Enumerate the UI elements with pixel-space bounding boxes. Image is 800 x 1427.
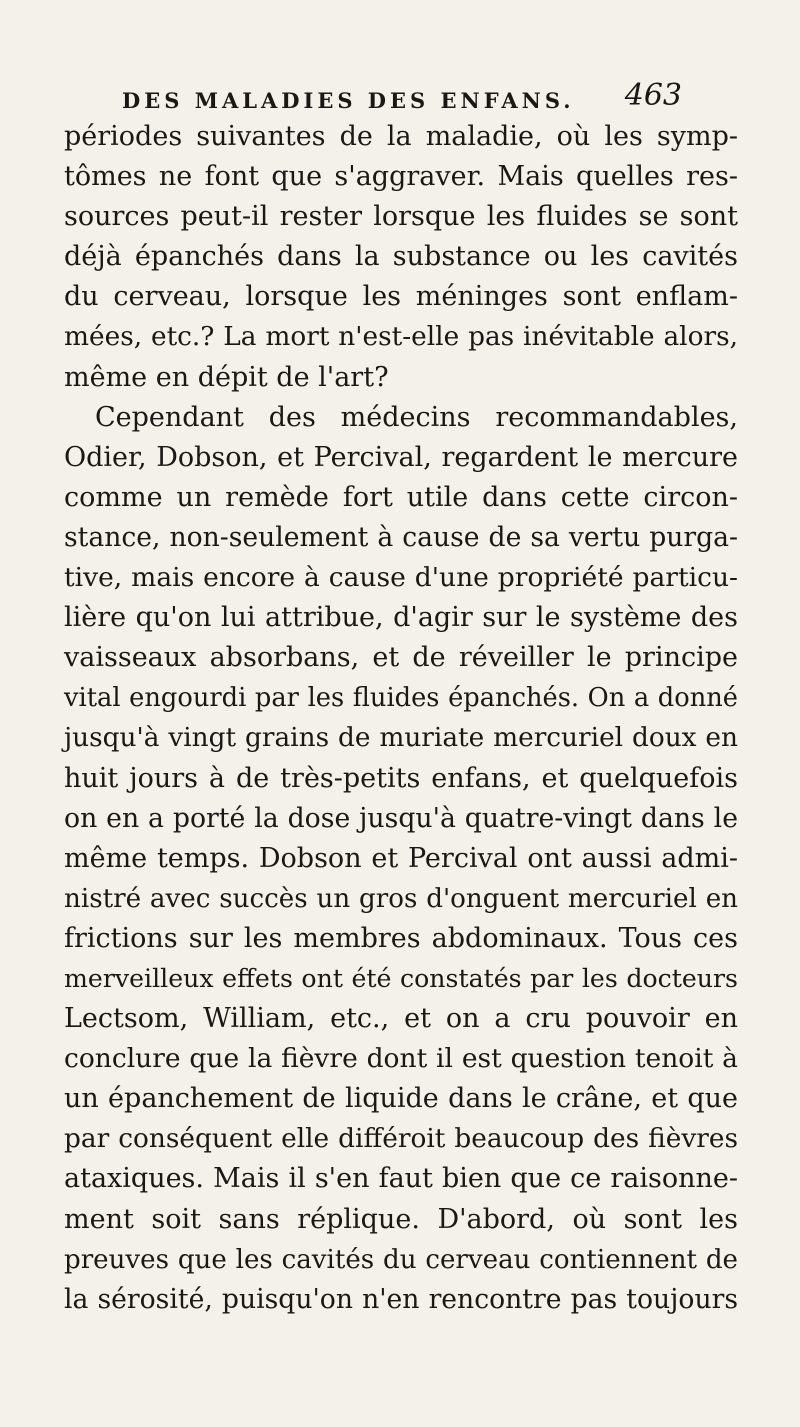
text-line: merveilleux effets ont été constatés par les docteurs <box>64 963 738 993</box>
text-line: tômes ne font que s'aggraver. Mais quelles res- <box>64 161 738 193</box>
text-line: mées, etc.? La mort n'est-elle pas inévitable alors, <box>64 322 738 353</box>
text-line: on en a porté la dose jusqu'à quatre-vingt dans le <box>64 802 738 834</box>
text-line: preuves que les cavités du cerveau contiennent de <box>64 1244 738 1275</box>
text-line: lière qu'on lui attribue, d'agir sur le système des <box>64 602 738 634</box>
text-line: périodes suivantes de la maladie, où les symp- <box>64 121 738 152</box>
text-line: ment soit sans réplique. D'abord, où sont les <box>64 1203 738 1235</box>
text-line: stance, non-seulement à cause de sa vertu purga- <box>64 521 738 553</box>
text-line: sources peut-il rester lorsque les fluides se sont <box>64 201 738 233</box>
text-line: même en dépit de l'art? <box>64 361 389 393</box>
running-title: DES MALADIES DES ENFANS. <box>122 88 575 113</box>
text-line: huit jours à de très-petits enfans, et quelquefois <box>64 762 738 794</box>
text-line: un épanchement de liquide dans le crâne, et que <box>64 1083 738 1115</box>
text-line: nistré avec succès un gros d'onguent mercuriel en <box>64 883 738 914</box>
text-line: jusqu'à vingt grains de muriate mercuriel doux en <box>64 723 738 754</box>
text-line: la sérosité, puisqu'on n'en rencontre pas toujours <box>64 1283 738 1315</box>
text-line: du cerveau, lorsque les méninges sont enflam- <box>64 281 738 313</box>
text-line: par conséquent elle différoit beaucoup des fièvres <box>64 1124 738 1155</box>
text-line: comme un remède fort utile dans cette circon- <box>64 481 738 513</box>
text-line: conclure que la fièvre dont il est question tenoit à <box>64 1043 738 1075</box>
text-line: ataxiques. Mais il s'en faut bien que ce raisonne- <box>64 1163 738 1195</box>
page-number: 463 <box>624 78 682 113</box>
body-text <box>64 117 738 1320</box>
text-line: frictions sur les membres abdominaux. Tous ces <box>64 922 738 954</box>
text-line: tive, mais encore à cause d'une propriété particu- <box>64 562 738 594</box>
text-line: Cependant des médecins recommandables, <box>95 401 738 433</box>
text-line: Lectsom, William, etc., et on a cru pouvoir en <box>64 1003 738 1035</box>
running-head <box>122 78 682 118</box>
text-line: vaisseaux absorbans, et de réveiller le principe <box>64 642 738 674</box>
text-line: vital engourdi par les fluides épanchés. On a donné <box>64 683 738 714</box>
text-line: même temps. Dobson et Percival ont aussi admi- <box>64 842 738 874</box>
text-line: Odier, Dobson, et Percival, regardent le mercure <box>64 441 738 473</box>
text-line: déjà épanchés dans la substance ou les cavités <box>64 241 738 273</box>
